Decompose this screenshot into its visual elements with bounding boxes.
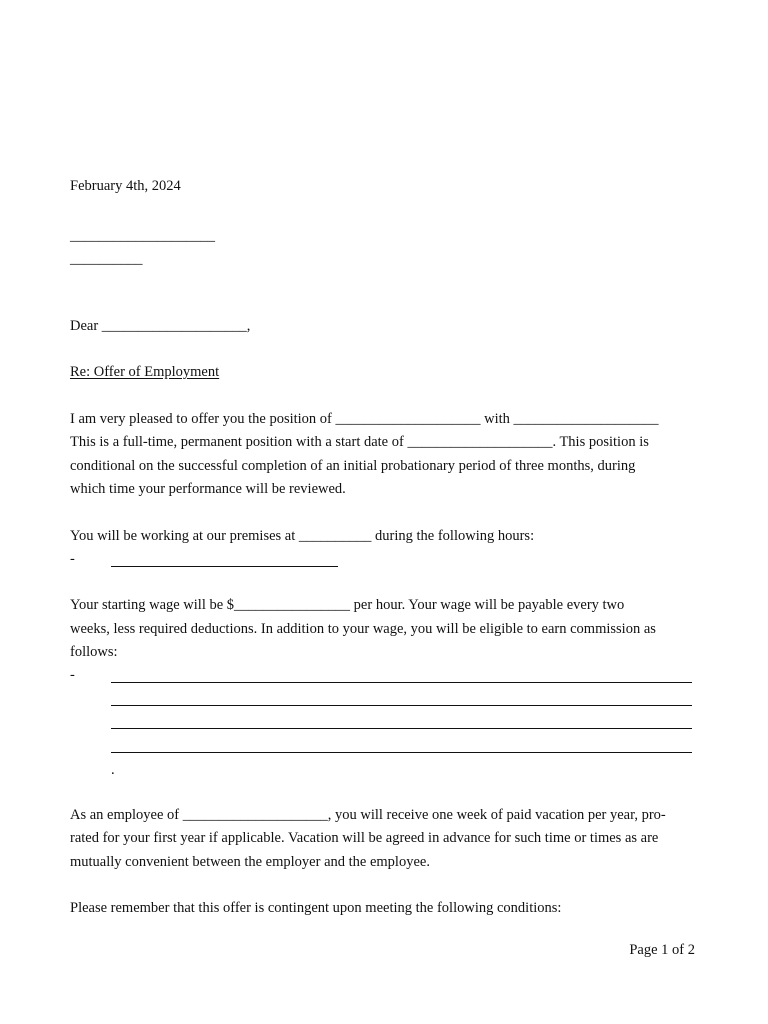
para1-line-2: This is a full-time, permanent position with a start date of ____________________. This position is [70,434,649,450]
commission-dash: - [70,667,75,683]
para5-line: Please remember that this offer is contingent upon meeting the following conditions: [70,900,562,916]
para1-line-4: which time your performance will be reviewed. [70,481,346,497]
para3-line-2: weeks, less required deductions. In addition to your wage, you will be eligible to earn commission as [70,621,656,637]
recipient-address-blank: __________ [70,251,143,267]
subject-line: Re: Offer of Employment [70,364,220,380]
hours-dash: - [70,551,75,567]
recipient-name-blank: ____________________ [70,228,215,244]
commission-blank-line [111,728,692,729]
para2-line: You will be working at our premises at __________ during the following hours: [70,528,535,544]
hours-blank-line [111,566,338,567]
para3-line-1: Your starting wage will be $________________ per hour. Your wage will be payable every two [70,597,625,613]
para4-line-3: mutually convenient between the employer and the employee. [70,854,430,870]
commission-blank-line [111,682,692,683]
salutation: Dear ____________________, [70,318,251,334]
commission-blank-line [111,705,692,706]
letter-date: February 4th, 2024 [70,178,181,194]
para1-line-3: conditional on the successful completion of an initial probationary period of three months, during [70,458,636,474]
para4-line-1: As an employee of ____________________, you will receive one week of paid vacation per year, pro- [70,807,666,823]
para3-line-3: follows: [70,644,118,660]
page-number: Page 1 of 2 [629,942,695,958]
commission-end-mark: . [111,762,115,778]
para1-line-1: I am very pleased to offer you the position of ____________________ with ____________________ [70,411,659,427]
commission-blank-line [111,752,692,753]
para4-line-2: rated for your first year if applicable. Vacation will be agreed in advance for such time or times as are [70,830,659,846]
